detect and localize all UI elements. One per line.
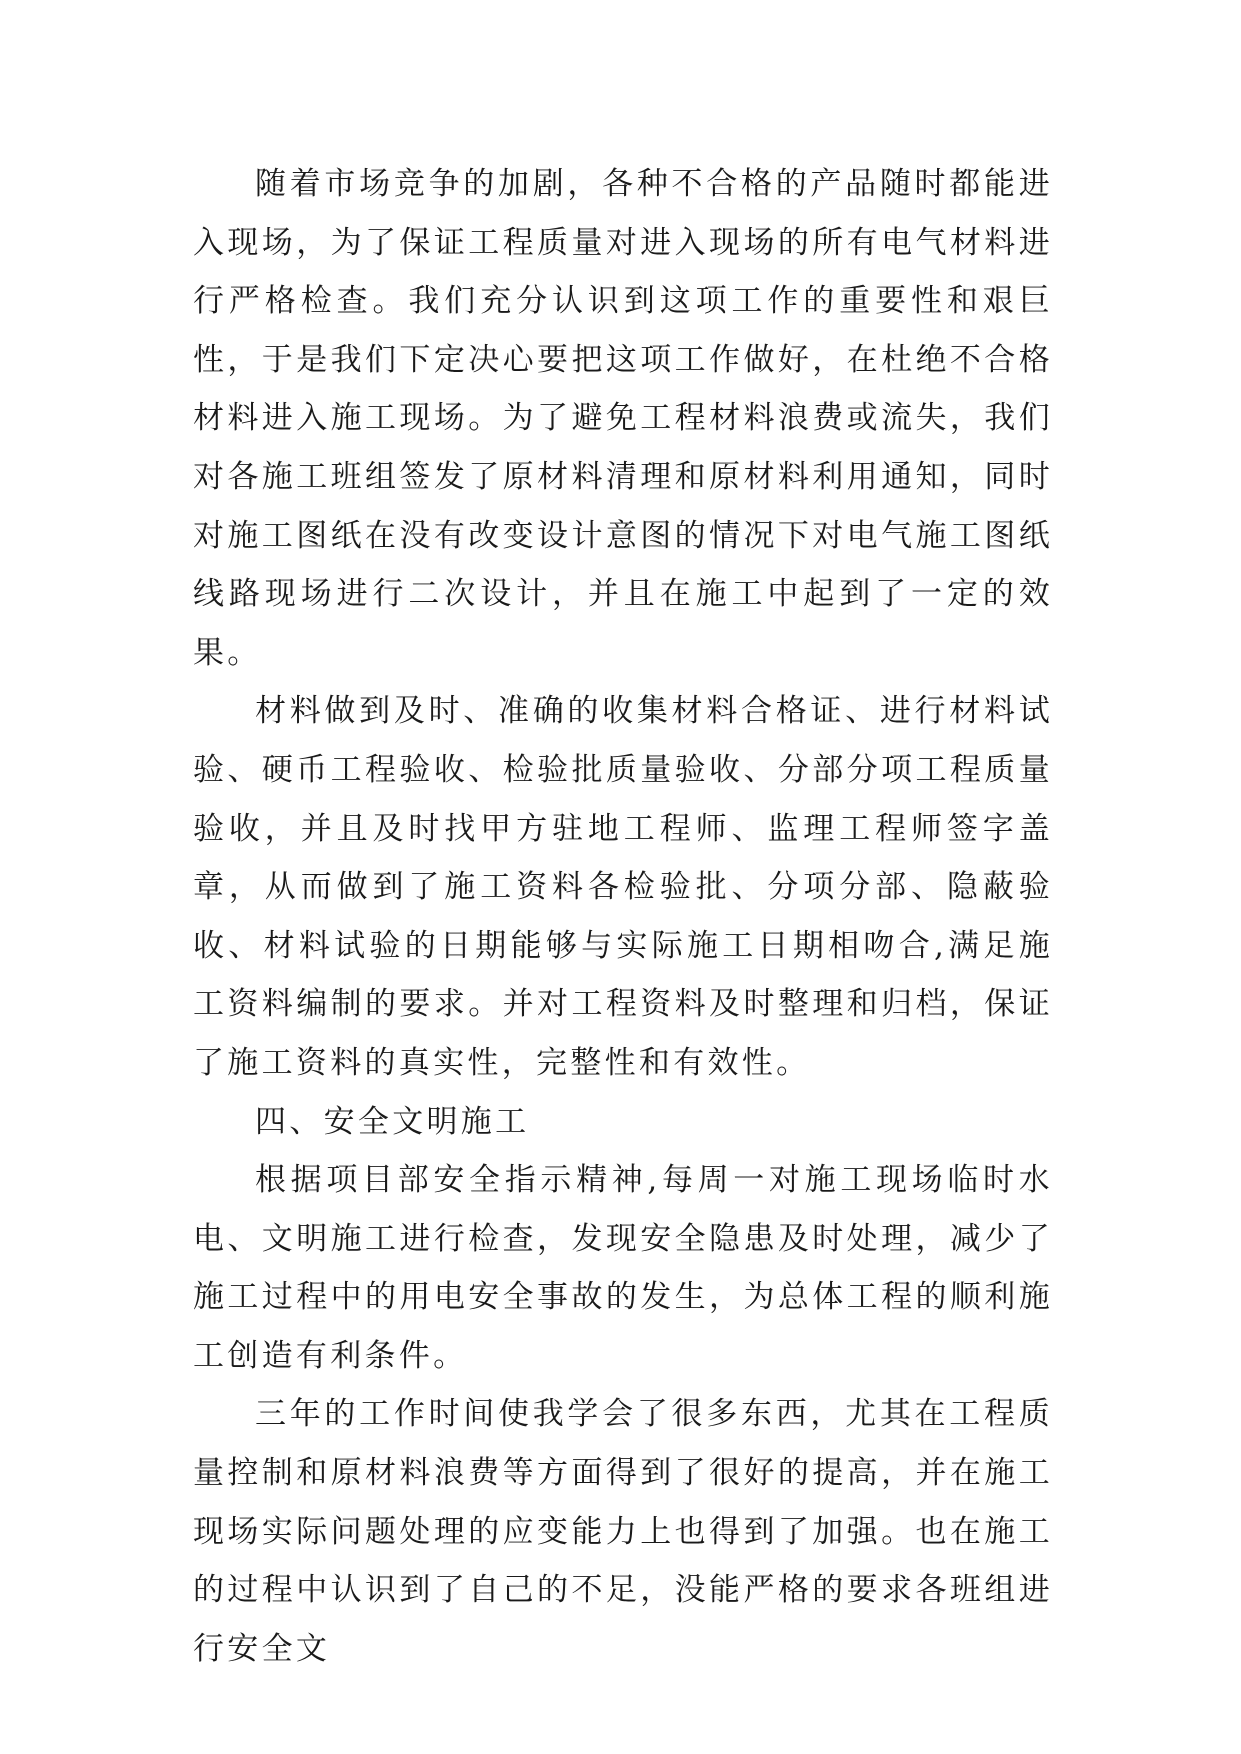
- paragraph-material-inspection: 随着市场竞争的加剧，各种不合格的产品随时都能进入现场，为了保证工程质量对进入现场的所有电气材料进行严格检查。我们充分认识到这项工作的重要性和艰巨性，于是我们下定决心要把这项工作做好，在杜绝不合格材料进入施工现场。为了避免工程材料浪费或流失，我们对各施工班组签发了原材料清理和原材料利用通知，同时对施工图纸在没有改变设计意图的情况下对电气施工图纸线路现场进行二次设计，并且在施工中起到了一定的效果。: [193, 166, 1053, 671]
- paragraph-construction-records: 材料做到及时、准确的收集材料合格证、进行材料试验、硬币工程验收、检验批质量验收、分部分项工程质量验收，并且及时找甲方驻地工程师、监理工程师签字盖章，从而做到了施工资料各检验批、分项分部、隐蔽验收、材料试验的日期能够与实际施工日期相吻合,满足施工资料编制的要求。并对工程资料及时整理和归档，保证了施工资料的真实性，完整性和有效性。: [193, 693, 1053, 1081]
- paragraph-safety-inspection: 根据项目部安全指示精神,每周一对施工现场临时水电、文明施工进行检查，发现安全隐患及时处理，减少了施工过程中的用电安全事故的发生，为总体工程的顺利施工创造有利条件。: [193, 1162, 1053, 1374]
- paragraph-summary: 三年的工作时间使我学会了很多东西，尤其在工程质量控制和原材料浪费等方面得到了很好的提高，并在施工现场实际问题处理的应变能力上也得到了加强。也在施工的过程中认识到了自己的不足，没能严格的要求各班组进行安全文: [193, 1396, 1053, 1667]
- section-heading-safety: 四、安全文明施工: [255, 1103, 530, 1140]
- document-body: [193, 155, 1053, 1678]
